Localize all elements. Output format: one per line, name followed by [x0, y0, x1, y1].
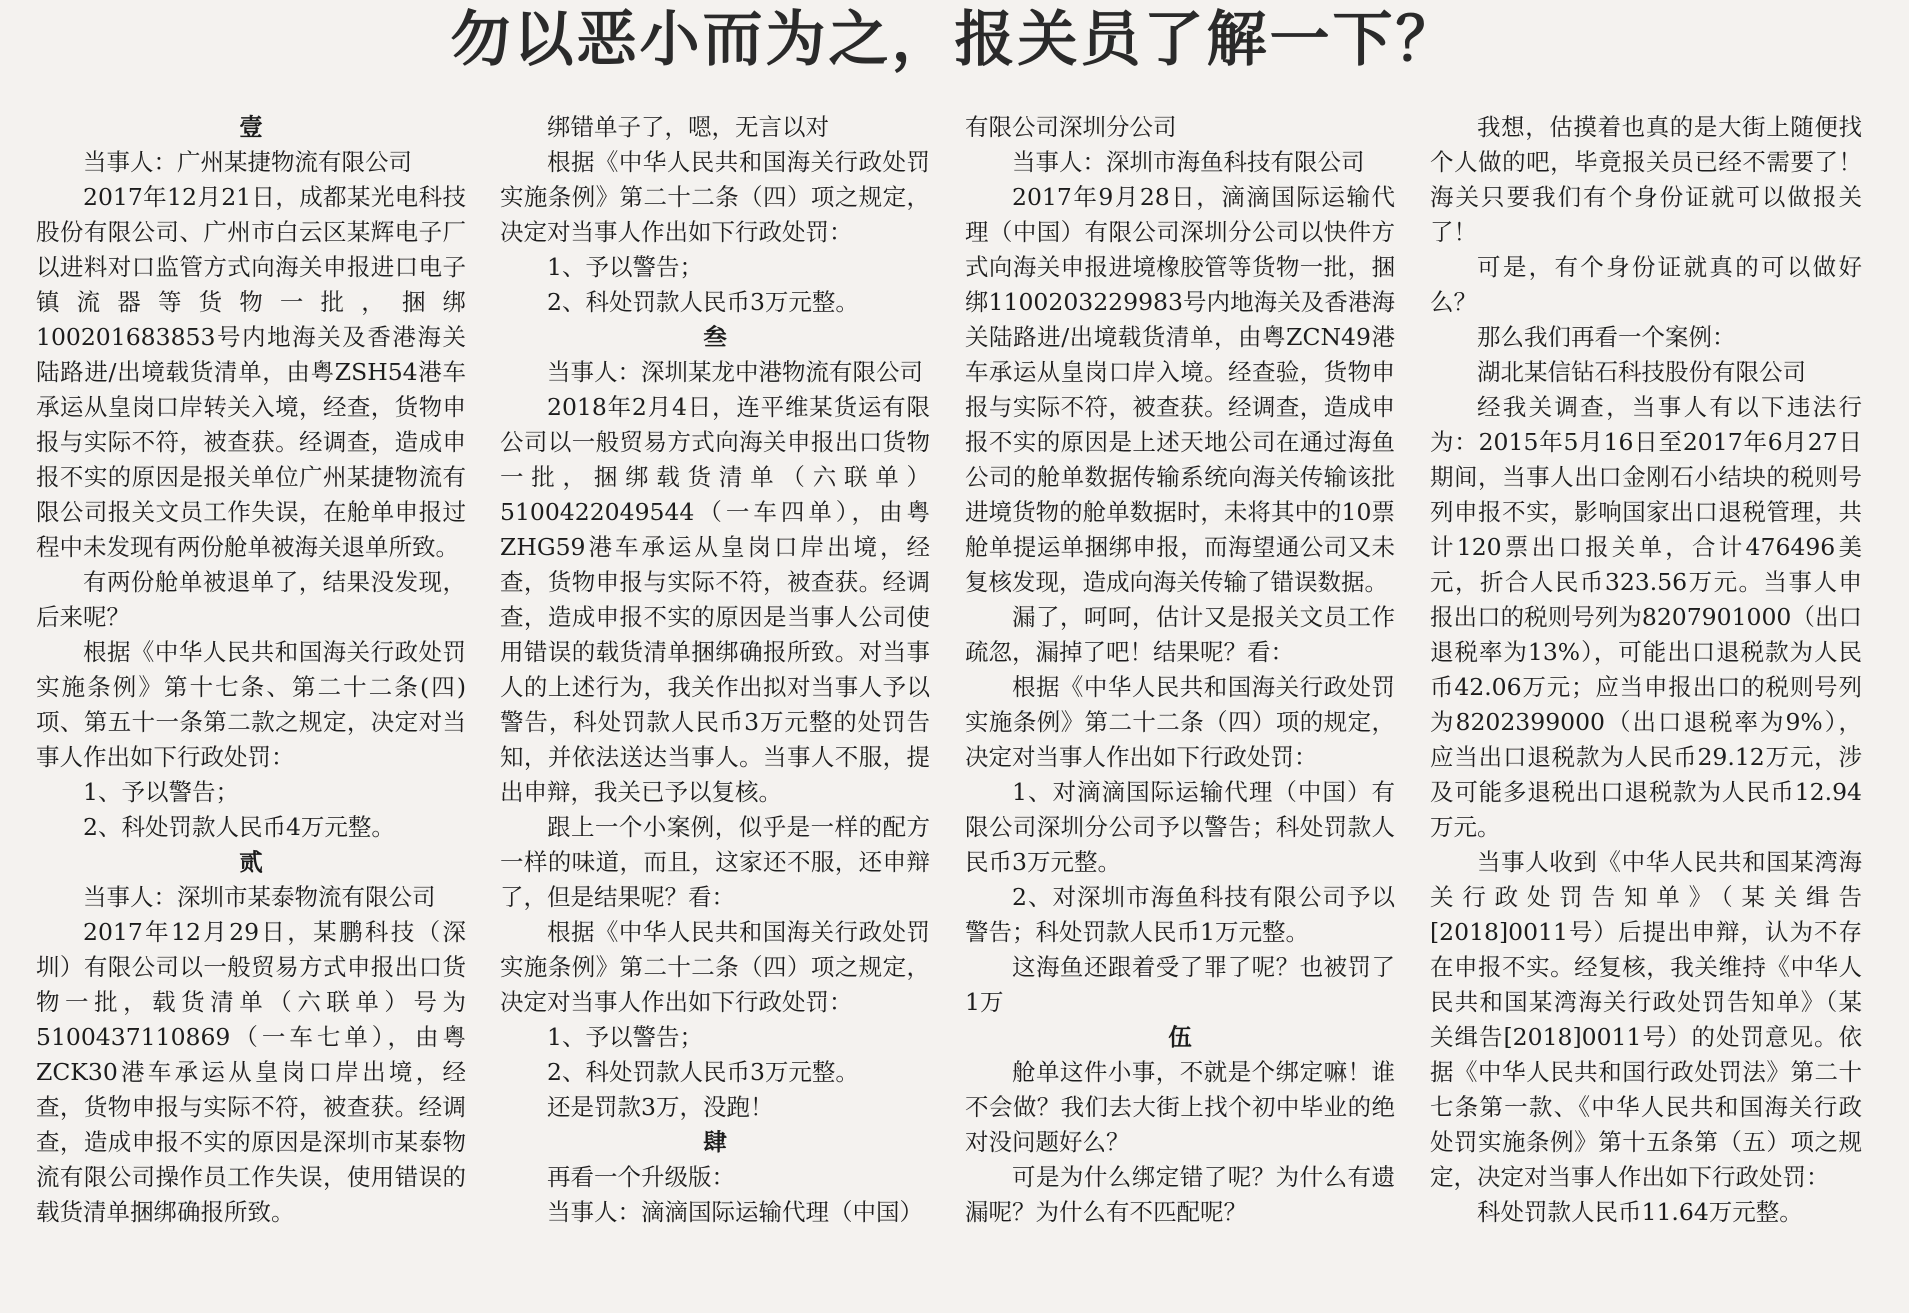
paragraph: 当事人：广州某捷物流有限公司: [83, 148, 412, 176]
paragraph: 有限公司深圳分公司: [965, 113, 1177, 141]
section-number: 叁: [703, 323, 727, 351]
section-number: 伍: [1168, 1023, 1192, 1051]
paragraph: 当事人收到《中华人民共和国某湾海关行政处罚告知单》（某关缉告[2018]0011号）后提出申辩，认为不存在申报不实。经复核，我关维持《中华人民共和国某湾海关行政处罚告知单》（某关缉告[2018]0011号）的处罚意见。依据《中华人民共和国行政处罚法》第二十七条第一款、《中华人民共和国海关行政处罚实施条例》第十五条第（五）项之规定，决定对当事人作出如下行政处罚：: [1430, 848, 1862, 1191]
paragraph: 绑错单子了，嗯，无言以对: [547, 113, 829, 141]
paragraph: 可是为什么绑定错了呢？为什么有遗漏呢？为什么有不匹配呢？: [965, 1163, 1395, 1226]
paragraph: 1、对滴滴国际运输代理（中国）有限公司深圳分公司予以警告；科处罚款人民币3万元整。: [965, 778, 1395, 876]
paragraph: 2、科处罚款人民币3万元整。: [547, 1058, 859, 1086]
paragraph: 湖北某信钻石科技股份有限公司: [1477, 358, 1806, 386]
paragraph: 当事人：深圳某龙中港物流有限公司: [547, 358, 923, 386]
paragraph: 2017年12月29日，某鹏科技（深圳）有限公司以一般贸易方式申报出口货物一批，载货清单（六联单）号为5100437110869（一车七单），由粤ZCK30港车承运从皇岗口岸出境，经查，货物申报与实际不符，被查获。经调查，造成申报不实的原因是深圳市某泰物流有限公司操作员工作失误，使用错误的载货清单捆绑确报所致。: [36, 918, 466, 1226]
paragraph: 那么我们再看一个案例：: [1477, 323, 1736, 351]
article-column-1: [36, 110, 466, 1230]
article-column-4: [1430, 110, 1862, 1230]
article-column-3: [965, 110, 1395, 1230]
paragraph: 当事人：滴滴国际运输代理（中国）: [547, 1198, 923, 1226]
section-number: 贰: [239, 848, 263, 876]
paragraph: 2、对深圳市海鱼科技有限公司予以警告；科处罚款人民币1万元整。: [965, 883, 1395, 946]
paragraph: 2、科处罚款人民币3万元整。: [547, 288, 859, 316]
paragraph: 当事人：深圳市某泰物流有限公司: [83, 883, 436, 911]
paragraph: 我想，估摸着也真的是大街上随便找个人做的吧，毕竟报关员已经不需要了！海关只要我们有个身份证就可以做报关了！: [1430, 113, 1862, 246]
paragraph: 根据《中华人民共和国海关行政处罚实施条例》第十七条、第二十二条(四)项、第五十一条第二款之规定，决定对当事人作出如下行政处罚：: [36, 638, 466, 771]
paragraph: 1、予以警告；: [83, 778, 239, 806]
paragraph: 2、科处罚款人民币4万元整。: [83, 813, 395, 841]
paragraph: 可是，有个身份证就真的可以做好么？: [1430, 253, 1862, 316]
paragraph: 2017年9月28日，滴滴国际运输代理（中国）有限公司深圳分公司以快件方式向海关申报进境橡胶管等货物一批，捆绑1100203229983号内地海关及香港海关陆路进/出境载货清单，由粤ZCN49港车承运从皇岗口岸入境。经查验，货物申报与实际不符，被查获。经调查，造成申报不实的原因是上述天地公司在通过海鱼公司的舱单数据传输系统向海关传输该批进境货物的舱单数据时，未将其中的10票舱单提运单捆绑申报，而海望通公司又未复核发现，造成向海关传输了错误数据。: [965, 183, 1395, 596]
paragraph: 漏了，呵呵，估计又是报关文员工作疏忽，漏掉了吧！结果呢？看：: [965, 603, 1395, 666]
paragraph: 根据《中华人民共和国海关行政处罚实施条例》第二十二条（四）项之规定，决定对当事人作出如下行政处罚：: [500, 148, 930, 246]
paragraph: 经我关调查，当事人有以下违法行为：2015年5月16日至2017年6月27日期间，当事人出口金刚石小结块的税则号列申报不实，影响国家出口退税管理，共计120票出口报关单，合计476496美元，折合人民币323.56万元。当事人申报出口的税则号列为8207901000（出口退税率为13%），可能出口退税款为人民币42.06万元；应当申报出口的税则号列为8202399000（出口退税率为9%），应当出口退税款为人民币29.12万元，涉及可能多退税出口退税款为人民币12.94万元。: [1430, 393, 1862, 841]
section-number: 肆: [703, 1128, 727, 1156]
paragraph: 根据《中华人民共和国海关行政处罚实施条例》第二十二条（四）项的规定，决定对当事人作出如下行政处罚：: [965, 673, 1395, 771]
paragraph: 这海鱼还跟着受了罪了呢？也被罚了1万: [965, 953, 1395, 1016]
paragraph: 1、予以警告；: [547, 253, 703, 281]
paragraph: 根据《中华人民共和国海关行政处罚实施条例》第二十二条（四）项之规定，决定对当事人作出如下行政处罚：: [500, 918, 930, 1016]
paragraph: 有两份舱单被退单了，结果没发现，后来呢？: [36, 568, 466, 631]
paragraph: 2017年12月21日，成都某光电科技股份有限公司、广州市白云区某辉电子厂以进料对口监管方式向海关申报进口电子镇流器等货物一批，捆绑100201683853号内地海关及香港海关陆路进/出境载货清单，由粤ZSH54港车承运从皇岗口岸转关入境，经查，货物申报与实际不符，被查获。经调查，造成申报不实的原因是报关单位广州某捷物流有限公司报关文员工作失误，在舱单申报过程中未发现有两份舱单被海关退单所致。: [36, 183, 466, 561]
paragraph: 2018年2月4日，连平维某货运有限公司以一般贸易方式向海关申报出口货物一批，捆绑载货清单（六联单）5100422049544（一车四单），由粤ZHG59港车承运从皇岗口岸出境，经查，货物申报与实际不符，被查获。经调查，造成申报不实的原因是当事人公司使用错误的载货清单捆绑确报所致。对当事人的上述行为，我关作出拟对当事人予以警告，科处罚款人民币3万元整的处罚告知，并依法送达当事人。当事人不服，提出申辩，我关已予以复核。: [500, 393, 930, 806]
paragraph: 跟上一个小案例，似乎是一样的配方一样的味道，而且，这家还不服，还申辩了，但是结果呢？看：: [500, 813, 930, 911]
paragraph: 舱单这件小事，不就是个绑定嘛！谁不会做？我们去大街上找个初中毕业的绝对没问题好么？: [965, 1058, 1395, 1156]
paragraph: 再看一个升级版：: [547, 1163, 735, 1191]
paragraph: 科处罚款人民币11.64万元整。: [1477, 1198, 1803, 1226]
paragraph: 1、予以警告；: [547, 1023, 703, 1051]
page-title: 勿以恶小而为之，报关员了解一下？: [450, 5, 1459, 75]
article-column-2: [500, 110, 930, 1230]
section-number: 壹: [239, 113, 263, 141]
paragraph: 还是罚款3万，没跑！: [547, 1093, 774, 1121]
paragraph: 当事人：深圳市海鱼科技有限公司: [1012, 148, 1365, 176]
